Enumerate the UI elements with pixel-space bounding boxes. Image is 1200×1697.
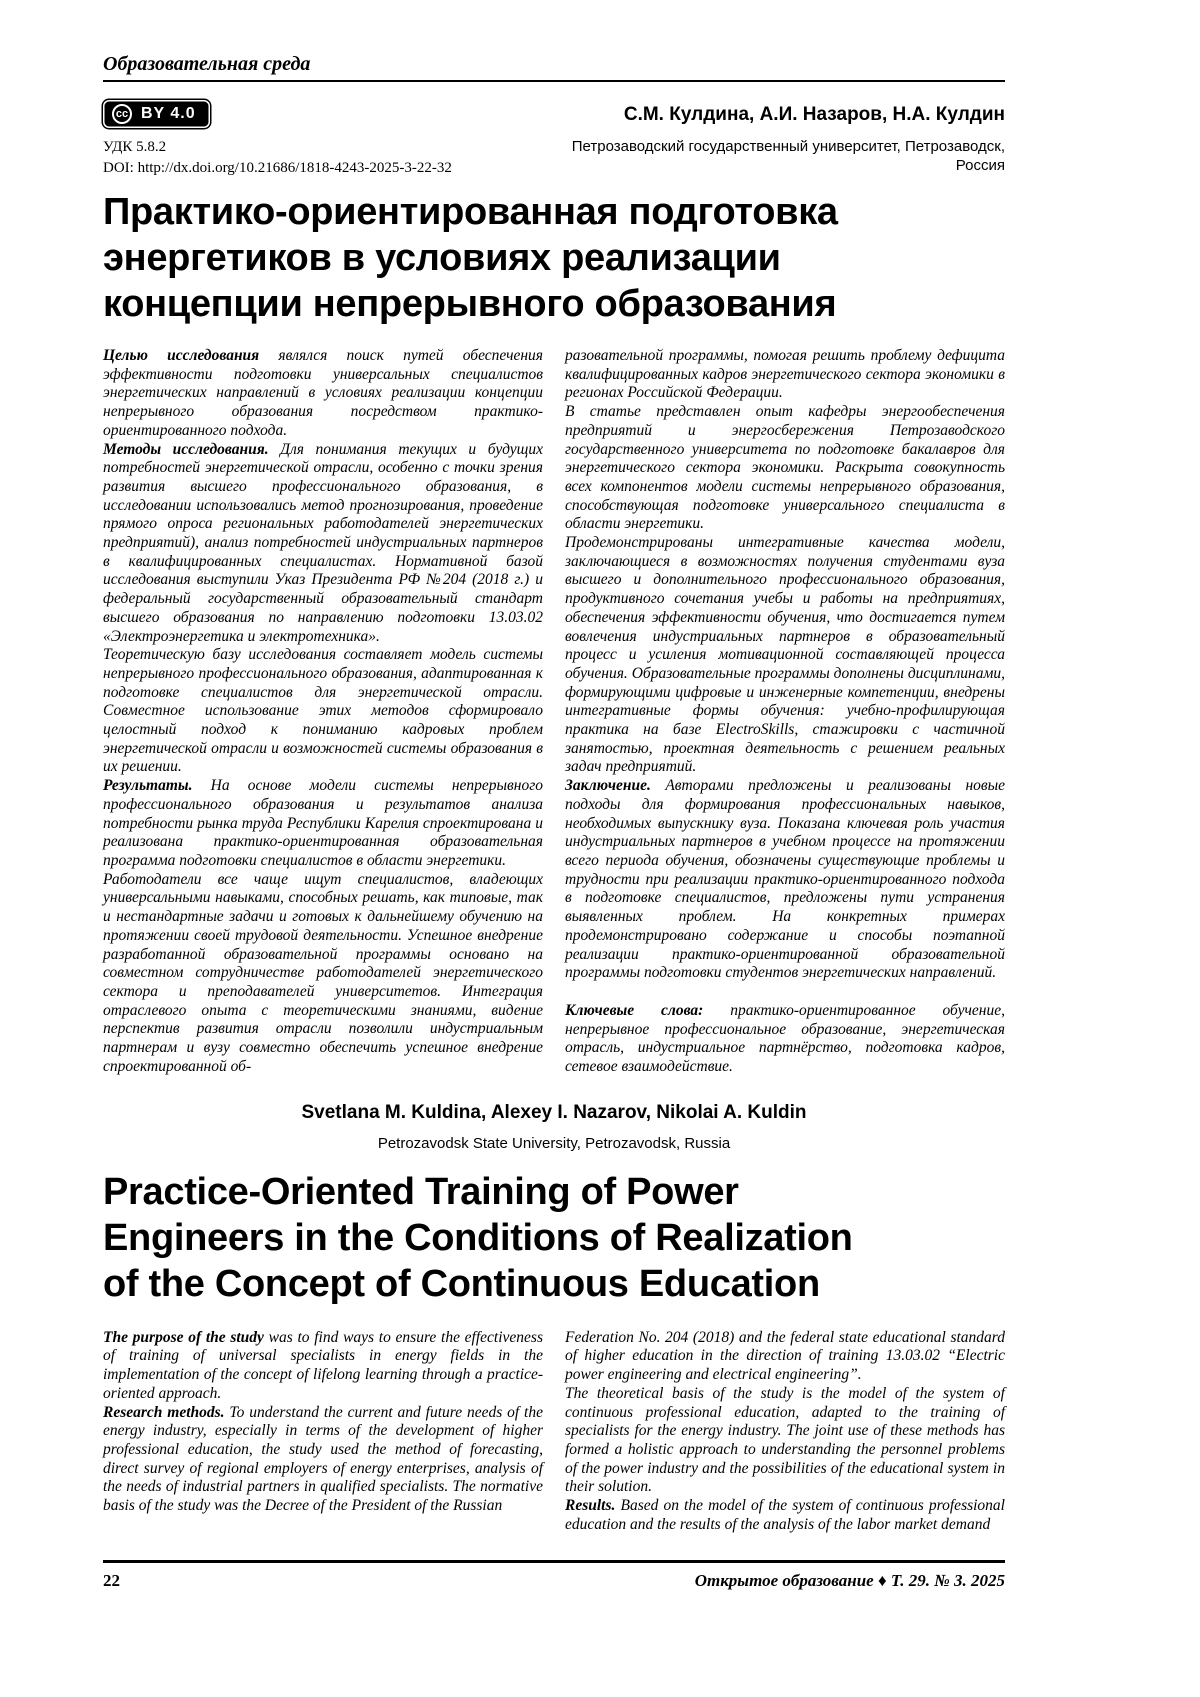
paragraph-text: являлся поиск путей обеспечения эффективности подготовки универсальных специалистов энергетических направлений в условиях реализации концепции непрерывного образования посредством практико-ориентированного подхода.	[103, 347, 543, 439]
paragraph-text: Для понимания текущих и будущих потребностей энергетической отрасли, особенно с точки зрения развития высшего профессионального образования, в исследовании использовались метод прогнозирования, проведение прямого опроса региональных работодателей энергетических предприятий), анализ потребностей индустриальных партнеров в квалифицированных специалистах. Нормативной базой исследования выступили Указ Президента РФ №204 (2018 г.) и федеральный государственный образовательный стандарт высшего образования по направлению подготовки 13.03.02 «Электроэнергетика и электротехника».	[103, 440, 543, 645]
keywords-paragraph	[565, 1002, 1005, 1077]
paragraph-lead: Методы исследования.	[103, 440, 269, 458]
paragraph	[103, 347, 543, 441]
paragraph-text: The theoretical basis of the study is the model of the system of continuous professional education, adapted to the training of specialists for the energy industry. The joint use of these methods has formed a holistic approach to understanding the personnel problems of the power industry and the possibilities of the educational system in their solution.	[565, 1384, 1005, 1496]
paragraph	[565, 1329, 1005, 1385]
doi-link[interactable]: DOI: http://dx.doi.org/10.21686/1818-4243-2025-3-22-32	[103, 160, 452, 176]
article-title-russian	[103, 189, 1005, 327]
page-footer	[103, 1560, 1005, 1592]
page-number: 22	[103, 1571, 120, 1591]
paragraph-lead: Заключение.	[565, 777, 651, 795]
cc-license-label: BY 4.0	[141, 105, 196, 122]
cc-by-license-badge[interactable]	[103, 100, 210, 128]
paragraph-text: Based on the model of the system of continuous professional education and the results of the analysis of the labor market demand	[565, 1497, 1005, 1533]
paragraph-lead: Целью исследования	[103, 347, 260, 364]
footer-row	[103, 1570, 1005, 1592]
paragraph-text: На основе модели системы непрерывного профессионального образования и результатов анализа потребности рынка труда Республики Карелия спроектирована и реализована практико-ориентированная образовательная программа подготовки специалистов в области энергетики.	[103, 777, 543, 869]
meta-right	[531, 100, 1005, 179]
paragraph-lead: Research methods.	[103, 1403, 225, 1421]
paragraph-text: Federation No. 204 (2018) and the federal state educational standard of higher education in the direction of training 13.03.02 “Electric power engineering and electrical engineering”.	[565, 1328, 1005, 1384]
title-en-line-2: Engineers in the Conditions of Realization	[103, 1216, 853, 1259]
keywords-text: практико-ориентированное обучение, непрерывное профессиональное образование, энергетическая отрасль, индустриальное партнёрство, подготовка кадров, сетевое взаимодействие.	[565, 1001, 1005, 1076]
paragraph	[565, 1497, 1005, 1534]
header-rule	[103, 80, 1005, 82]
authors-russian: С.М. Кулдина, А.И. Назаров, Н.А. Кулдин	[623, 104, 1005, 125]
abstract-russian-left-column	[103, 347, 543, 1077]
paragraph-text: разовательной программы, помогая решить проблему дефицита квалифицированных кадров энергетического сектора экономики в регионах Российской Федерации.	[565, 347, 1005, 402]
paragraph	[565, 347, 1005, 403]
title-en-line-3: of the Concept of Continuous Education	[103, 1262, 820, 1305]
paragraph-text: В статье представлен опыт кафедры энергообеспечения предприятий и энергосбережения Петрозаводского государственного университета по подготовке бакалавров для энергетического сектора экономики. Раскрыта совокупность всех компонентов модели системы непрерывного образования, способствующая подготовке универсального специалиста в области энергетики.	[565, 403, 1005, 533]
paragraph	[565, 1385, 1005, 1497]
meta-left	[103, 100, 531, 179]
paragraph	[103, 646, 543, 777]
meta-row	[103, 100, 1005, 179]
paragraph-text: Продемонстрированы интегративные качества модели, заключающиеся в возможностях получения студентами вуза высшего и дополнительного профессионального образования, продуктивного сочетания учебы и работы на предприятиях, обеспечения эффективности обучения, что достигается путем вовлечения индустриальных партнеров в образовательный процесс и усиления мотивационной составляющей процесса обучения. Образовательные программы дополнены дисциплинами, формирующими цифровые и инженерные компетенции, внедрены интегративные формы обучения: учебно-профилирующая практика на базе ElectroSkills, стажировки с частичной занятостью, проектная деятельность с решением реальных задач предприятий.	[565, 534, 1005, 776]
title-ru-line-3: концепции непрерывного образования	[103, 283, 837, 325]
paragraph	[565, 777, 1005, 983]
journal-issue-info: Открытое образование ♦ Т. 29. № 3. 2025	[694, 1571, 1005, 1591]
paragraph-text: Авторами предложены и реализованы новые подходы для формирования профессиональных навыков, необходимых выпускнику вуза. Показана ключевая роль участия индустриальных партнеров в учебном процессе на протяжении всего периода обучения, обозначены существующие проблемы и трудности при реализации практико-ориентированного подхода в подготовке специалистов, предложены пути устранения выявленных проблем. На конкретных примерах продемонстрировано содержание и способы поэтапной реализации практико-ориентированной образовательной программы подготовки студентов энергетических направлений.	[565, 777, 1005, 982]
abstract-english-right-column	[565, 1329, 1005, 1535]
paragraph	[565, 534, 1005, 777]
title-en-line-1: Practice-Oriented Training of Power	[103, 1170, 739, 1213]
paragraph-text: To understand the current and future needs of the energy industry, especially in terms of the development of higher professional education, the study used the method of forecasting, direct survey of regional employers of energy enterprises, analysis of the needs of industrial partners in qualified specialists. The normative basis of the study was the Decree of the President of the Russian	[103, 1403, 543, 1515]
paragraph-text: Работодатели все чаще ищут специалистов, владеющих универсальными навыками, способных решать, как типовые, так и нестандартные задачи и готовых к дальнейшему обучению на протяжении своей трудовой деятельности. Успешное внедрение разработанной образовательной программы основано на совместном сотрудничестве работодателей энергетического сектора и преподавателей университетов. Интеграция отраслевого опыта с теоретическими знаниями, видение перспектив развития отрасли позволили индустриальным партнерам и вузу совместно обеспечить успешное внедрение спроектированной об-	[103, 870, 543, 1075]
udc-code: УДК 5.8.2	[103, 139, 167, 155]
paragraph-lead: Результаты.	[103, 777, 193, 795]
paragraph	[103, 871, 543, 1077]
title-ru-line-2: энергетиков в условиях реализации	[103, 237, 781, 279]
abstract-russian	[103, 347, 1005, 1077]
paragraph-text: Теоретическую базу исследования составляет модель системы непрерывного профессионального образования, адаптированная к подготовке специалистов для энергетической отрасли. Совместное использование этих методов сформировало целостный подход к пониманию кадровых проблем энергетической отрасли и возможностей системы образования в их решении.	[103, 646, 543, 776]
paragraph-lead: Results.	[565, 1497, 616, 1515]
paragraph-text: was to find ways to ensure the effectiveness of training of universal specialists in energy fields in the implementation of the concept of lifelong learning through a practice-oriented approach.	[103, 1328, 543, 1402]
paragraph	[565, 403, 1005, 534]
footer-rule	[103, 1560, 1005, 1563]
paragraph	[103, 1404, 543, 1516]
authors-english: Svetlana M. Kuldina, Alexey I. Nazarov, Nikolai A. Kuldin	[301, 1101, 807, 1123]
affiliation-russian: Петрозаводский государственный университет, Петрозаводск, Россия	[571, 138, 1005, 174]
abstract-english-left-column	[103, 1329, 543, 1535]
paragraph	[103, 1329, 543, 1404]
paragraph-lead: The purpose of the study	[103, 1328, 264, 1346]
keywords-label: Ключевые слова:	[565, 1001, 704, 1019]
running-head-section-title: Образовательная среда	[103, 53, 311, 75]
paragraph	[103, 777, 543, 871]
affiliation-english: Petrozavodsk State University, Petrozavodsk, Russia	[377, 1134, 731, 1152]
abstract-russian-right-column	[565, 347, 1005, 1077]
cc-icon: cc	[112, 104, 132, 124]
article-title-english	[103, 1169, 1005, 1307]
title-ru-line-1: Практико-ориентированная подготовка	[103, 191, 838, 233]
paragraph	[103, 441, 543, 647]
abstract-english	[103, 1329, 1005, 1535]
